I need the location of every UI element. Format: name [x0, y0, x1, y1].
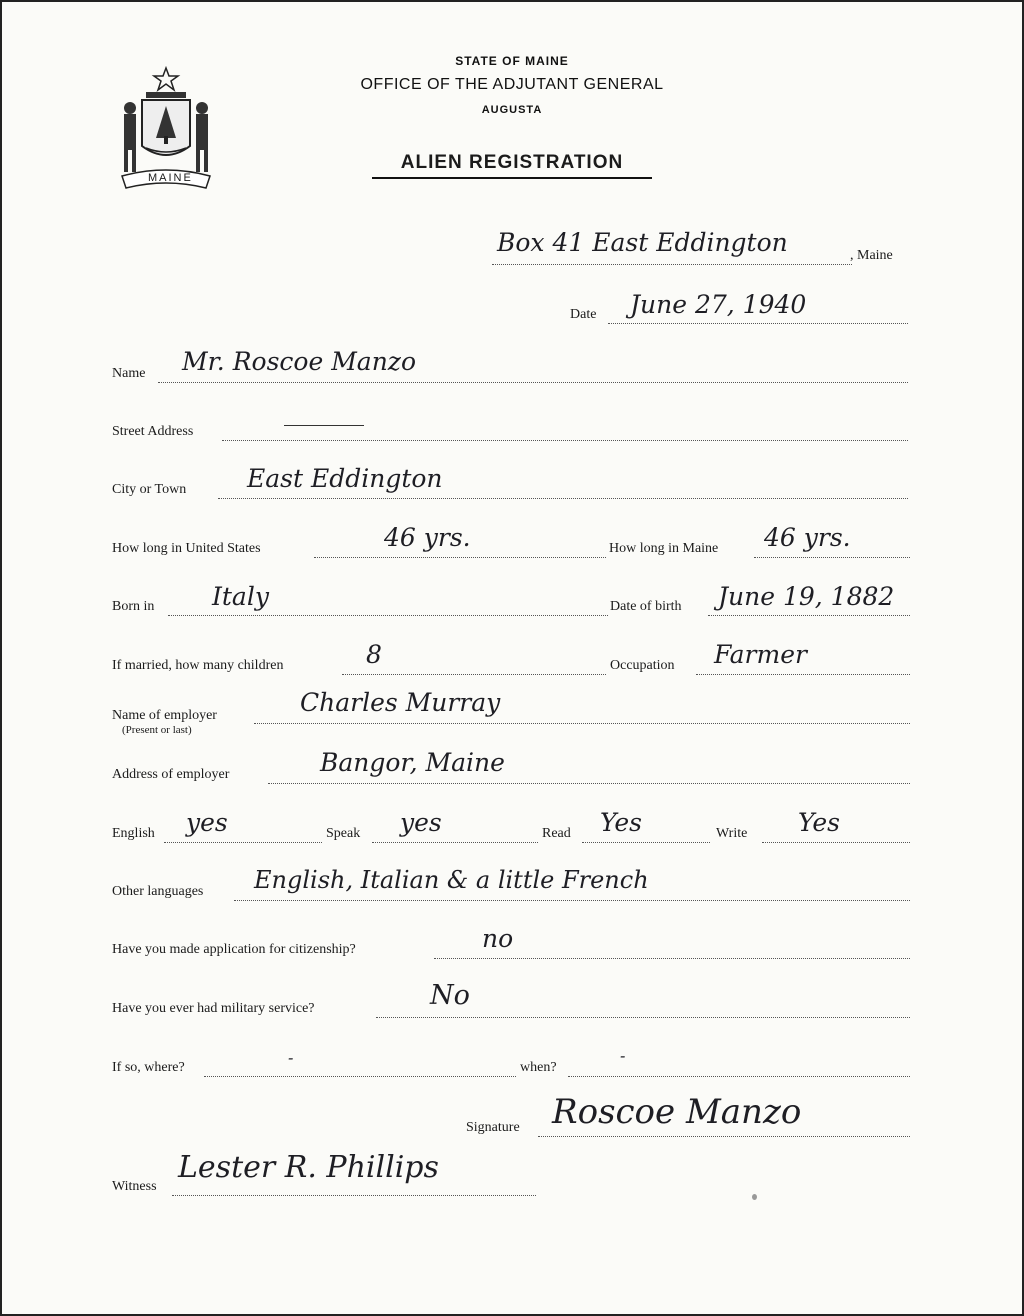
when-label: when?	[520, 1060, 557, 1075]
write-value: Yes	[798, 808, 840, 837]
employer-address-value: Bangor, Maine	[320, 748, 505, 777]
location-suffix: , Maine	[850, 248, 893, 263]
employer-name-sublabel: (Present or last)	[122, 724, 192, 736]
english-value: yes	[186, 808, 228, 837]
witness-value: Lester R. Phillips	[178, 1150, 439, 1185]
children-value: 8	[366, 640, 382, 669]
where-label: If so, where?	[112, 1060, 185, 1075]
city-label: City or Town	[112, 482, 187, 497]
date-value: June 27, 1940	[630, 290, 807, 319]
office-heading: OFFICE OF THE ADJUTANT GENERAL	[360, 76, 664, 93]
name-value: Mr. Roscoe Manzo	[182, 347, 417, 376]
citizenship-label: Have you made application for citizenship?	[112, 942, 356, 957]
citizenship-value: no	[482, 924, 514, 953]
years-maine-value: 46 yrs.	[764, 523, 851, 552]
years-maine-label: How long in Maine	[609, 541, 719, 556]
years-us-value: 46 yrs.	[384, 523, 471, 552]
witness-label: Witness	[112, 1179, 157, 1194]
occupation-label: Occupation	[610, 658, 675, 673]
state-heading: STATE OF MAINE	[455, 54, 569, 68]
read-value: Yes	[600, 808, 642, 837]
other-languages-label: Other languages	[112, 884, 204, 899]
street-address-value	[284, 425, 364, 426]
born-in-value: Italy	[212, 582, 269, 611]
street-address-label: Street Address	[112, 424, 194, 439]
employer-name-value: Charles Murray	[300, 688, 501, 717]
date-label: Date	[570, 307, 597, 322]
other-languages-value: English, Italian & a little French	[254, 866, 649, 894]
speak-label: Speak	[326, 826, 361, 841]
date-of-birth-value: June 19, 1882	[718, 582, 895, 611]
military-label: Have you ever had military service?	[112, 1001, 315, 1016]
signature-label: Signature	[466, 1120, 520, 1135]
read-label: Read	[542, 826, 571, 841]
born-in-label: Born in	[112, 599, 155, 614]
employer-name-label: Name of employer	[112, 708, 217, 723]
name-label: Name	[112, 366, 146, 381]
city-value: East Eddington	[247, 464, 443, 493]
where-value: -	[288, 1048, 294, 1067]
date-of-birth-label: Date of birth	[610, 599, 682, 614]
speak-value: yes	[400, 808, 442, 837]
military-value: No	[430, 980, 470, 1011]
occupation-value: Farmer	[714, 640, 807, 669]
english-label: English	[112, 826, 155, 841]
when-value: -	[620, 1046, 626, 1065]
children-label: If married, how many children	[112, 658, 284, 673]
seal-motto: MAINE	[148, 172, 193, 184]
employer-address-label: Address of employer	[112, 767, 230, 782]
years-us-label: How long in United States	[112, 541, 261, 556]
location-value: Box 41 East Eddington	[497, 228, 788, 257]
city-heading: AUGUSTA	[481, 104, 543, 116]
signature-value: Roscoe Manzo	[552, 1092, 802, 1132]
form-title: ALIEN REGISTRATION	[372, 152, 652, 179]
ink-speck	[752, 1194, 757, 1200]
write-label: Write	[716, 826, 748, 841]
